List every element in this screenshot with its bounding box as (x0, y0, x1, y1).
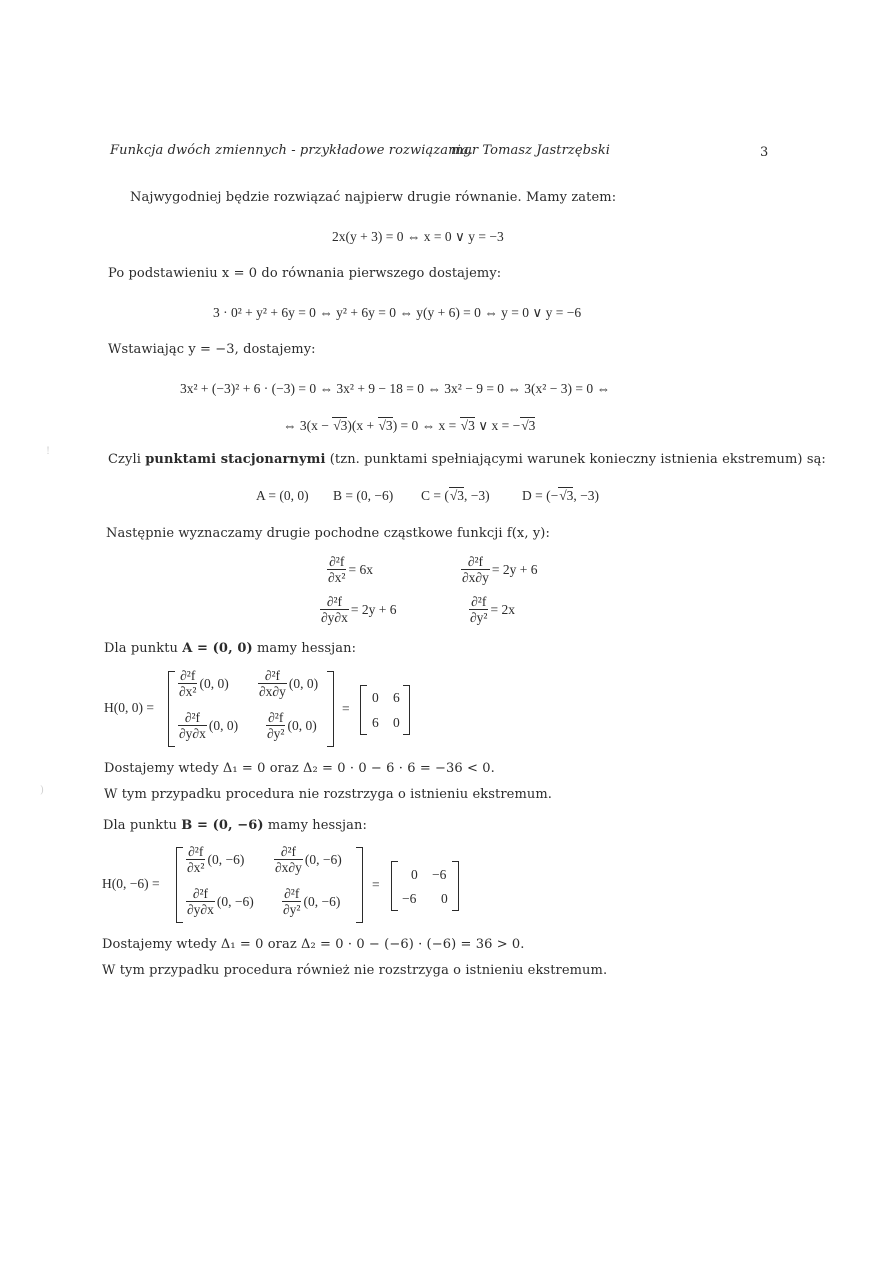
frac-num: ∂²f (469, 594, 488, 610)
stationary-pre: Czyli (108, 452, 141, 467)
hessian-b-h21 (184, 886, 254, 917)
hessian-a-num-right-bracket (403, 685, 410, 735)
hessian-b-right-bracket (356, 847, 363, 923)
hessian-a-h11 (176, 668, 229, 699)
fraction-fxy (461, 554, 490, 585)
point-d-post: , −3) (573, 488, 600, 503)
frac-den: ∂x∂y (462, 570, 489, 585)
eq4-part-d: ∨ x = − (474, 418, 521, 433)
hessian-b-num-left-bracket (391, 861, 398, 911)
hessian-a-v12: 6 (393, 690, 400, 705)
paragraph-stationary (108, 452, 826, 467)
hessian-a-h21 (176, 710, 238, 741)
paragraph-second-derivatives: Następnie wyznaczamy drugie pochodne cząstkowe funkcji f(x, y): (106, 526, 550, 541)
point-d (522, 488, 599, 504)
hessian-b-equals: = (372, 877, 380, 892)
hessian-b-v21: −6 (402, 891, 417, 906)
frac-den: ∂y² (470, 610, 488, 625)
paragraph-conclusion-b: W tym przypadku procedura również nie rozstrzyga o istnieniu ekstremum. (102, 963, 608, 978)
point-c-pre: C = ( (421, 488, 449, 503)
point-a-pre: Dla punktu (104, 641, 179, 656)
fraction (258, 668, 287, 699)
frac-num: ∂²f (320, 594, 349, 610)
frac-den: ∂x² (328, 570, 346, 585)
fraction (274, 844, 303, 875)
hessian-b-h22 (280, 886, 340, 917)
arg: (0, 0) (208, 717, 239, 733)
hessian-b-h11 (184, 844, 244, 875)
hessian-a-h22 (264, 710, 317, 741)
fxy-value: = 2y + 6 (491, 561, 538, 577)
arg: (0, 0) (199, 675, 229, 691)
equation-fourth (283, 418, 535, 434)
frac-den: ∂x∂y (259, 684, 286, 699)
equation-first: 2x(y + 3) = 0 ⇔ x = 0 ∨ y = −3 (332, 229, 504, 244)
paragraph-conclusion-a: W tym przypadku procedura nie rozstrzyga o istnieniu ekstremum. (104, 787, 553, 802)
frac-den: ∂y² (267, 726, 285, 741)
fraction-fxx (327, 554, 346, 585)
sqrt-three: √3 (559, 488, 574, 503)
eq4-part-a: ⇔ 3(x − (283, 418, 333, 433)
arg: (0, −6) (216, 893, 254, 909)
eq4-part-b: )(x + (347, 418, 378, 433)
hessian-b-v22: 0 (441, 891, 448, 906)
point-b: B = (0, −6) (333, 488, 394, 503)
frac-den: ∂x² (187, 860, 205, 875)
arg: (0, 0) (287, 717, 317, 733)
sqrt-three: √3 (521, 418, 536, 433)
point-a-bold: A = (0, 0) (182, 641, 253, 656)
stationary-post: (tzn. punktami spełniającymi warunek konieczny istnienia ekstremum) są: (329, 452, 826, 467)
paragraph-insert: Wstawiając y = −3, dostajemy: (108, 342, 316, 357)
frac-num: ∂²f (461, 554, 490, 570)
derivative-fyy (467, 594, 515, 625)
equation-second: 3 · 0² + y² + 6y = 0 ⇔ y² + 6y = 0 ⇔ y(y + 6) = 0 ⇔ y = 0 ∨ y = −6 (213, 305, 582, 320)
fraction (282, 886, 301, 917)
hessian-b-label: H(0, −6) = (102, 876, 160, 891)
frac-den: ∂y² (283, 902, 301, 917)
point-d-pre: D = (− (522, 488, 559, 503)
paragraph-deltas-a: Dostajemy wtedy Δ₁ = 0 oraz Δ₂ = 0 · 0 − 6 · 6 = −36 < 0. (104, 761, 495, 776)
stationary-bold: punktami stacjonarnymi (145, 452, 326, 467)
hessian-b-num-right-bracket (452, 861, 459, 911)
margin-mark: ! (46, 446, 51, 457)
running-header-author: mgr Tomasz Jastrzębski (451, 143, 611, 158)
frac-num: ∂²f (274, 844, 303, 860)
sqrt-three: √3 (449, 488, 465, 503)
hessian-a-right-bracket (327, 671, 334, 747)
paragraph-deltas-b: Dostajemy wtedy Δ₁ = 0 oraz Δ₂ = 0 · 0 − (−6) · (−6) = 36 > 0. (102, 937, 525, 952)
derivative-fxx (325, 554, 373, 585)
fraction (178, 710, 207, 741)
hessian-a-label: H(0, 0) = (104, 700, 154, 715)
hessian-b-v12: −6 (432, 867, 447, 882)
sqrt-three: √3 (378, 418, 393, 433)
hessian-b-h12 (272, 844, 342, 875)
paragraph-point-b (103, 818, 367, 833)
fraction-fyx (320, 594, 349, 625)
fraction (186, 886, 215, 917)
fraction (266, 710, 285, 741)
point-b-pre: Dla punktu (103, 818, 178, 833)
arg: (0, −6) (207, 851, 245, 867)
frac-num: ∂²f (266, 710, 285, 726)
sqrt-three: √3 (333, 418, 348, 433)
point-c (421, 488, 490, 504)
paragraph-point-a (104, 641, 356, 656)
hessian-b-v11: 0 (411, 867, 418, 882)
frac-num: ∂²f (178, 710, 207, 726)
hessian-a-h12 (256, 668, 318, 699)
point-a-post: mamy hessjan: (256, 641, 357, 656)
hessian-a-v21: 6 (372, 715, 379, 730)
hessian-a-left-bracket (168, 671, 175, 747)
paragraph-substitution: Po podstawieniu x = 0 do równania pierwszego dostajemy: (108, 266, 502, 281)
fraction (186, 844, 205, 875)
point-b-post: mamy hessjan: (267, 818, 367, 833)
derivative-fyx (318, 594, 396, 625)
margin-mark: ) (40, 785, 44, 796)
arg: (0, −6) (303, 893, 341, 909)
fraction-fyy (469, 594, 488, 625)
frac-num: ∂²f (186, 844, 205, 860)
sqrt-three: √3 (460, 418, 475, 433)
fyy-value: = 2x (490, 601, 515, 617)
frac-den: ∂y∂x (321, 610, 348, 625)
hessian-a-v11: 0 (372, 690, 379, 705)
frac-den: ∂y∂x (187, 902, 214, 917)
frac-den: ∂y∂x (179, 726, 206, 741)
point-c-post: , −3) (464, 488, 490, 503)
frac-num: ∂²f (258, 668, 287, 684)
arg: (0, 0) (288, 675, 319, 691)
eq4-part-c: ) = 0 ⇔ x = (392, 418, 460, 433)
fraction (178, 668, 197, 699)
frac-num: ∂²f (186, 886, 215, 902)
derivative-fxy (459, 554, 537, 585)
hessian-a-equals: = (342, 701, 350, 716)
equation-third: 3x² + (−3)² + 6 · (−3) = 0 ⇔ 3x² + 9 − 18 = 0 ⇔ 3x² − 9 = 0 ⇔ 3(x² − 3) = 0 ⇔ (180, 381, 610, 396)
frac-num: ∂²f (178, 668, 197, 684)
hessian-b-left-bracket (176, 847, 183, 923)
frac-num: ∂²f (327, 554, 346, 570)
frac-num: ∂²f (282, 886, 301, 902)
point-a: A = (0, 0) (256, 488, 309, 503)
paragraph-intro: Najwygodniej będzie rozwiązać najpierw drugie równanie. Mamy zatem: (130, 190, 617, 205)
point-b-bold: B = (0, −6) (181, 818, 264, 833)
fxx-value: = 6x (348, 561, 373, 577)
running-header-title: Funkcja dwóch zmiennych - przykładowe rozwiązania. (110, 143, 473, 158)
page-number: 3 (760, 145, 769, 160)
frac-den: ∂x² (179, 684, 197, 699)
frac-den: ∂x∂y (275, 860, 302, 875)
hessian-a-num-left-bracket (360, 685, 367, 735)
hessian-a-v22: 0 (393, 715, 400, 730)
fyx-value: = 2y + 6 (350, 601, 397, 617)
arg: (0, −6) (304, 851, 342, 867)
